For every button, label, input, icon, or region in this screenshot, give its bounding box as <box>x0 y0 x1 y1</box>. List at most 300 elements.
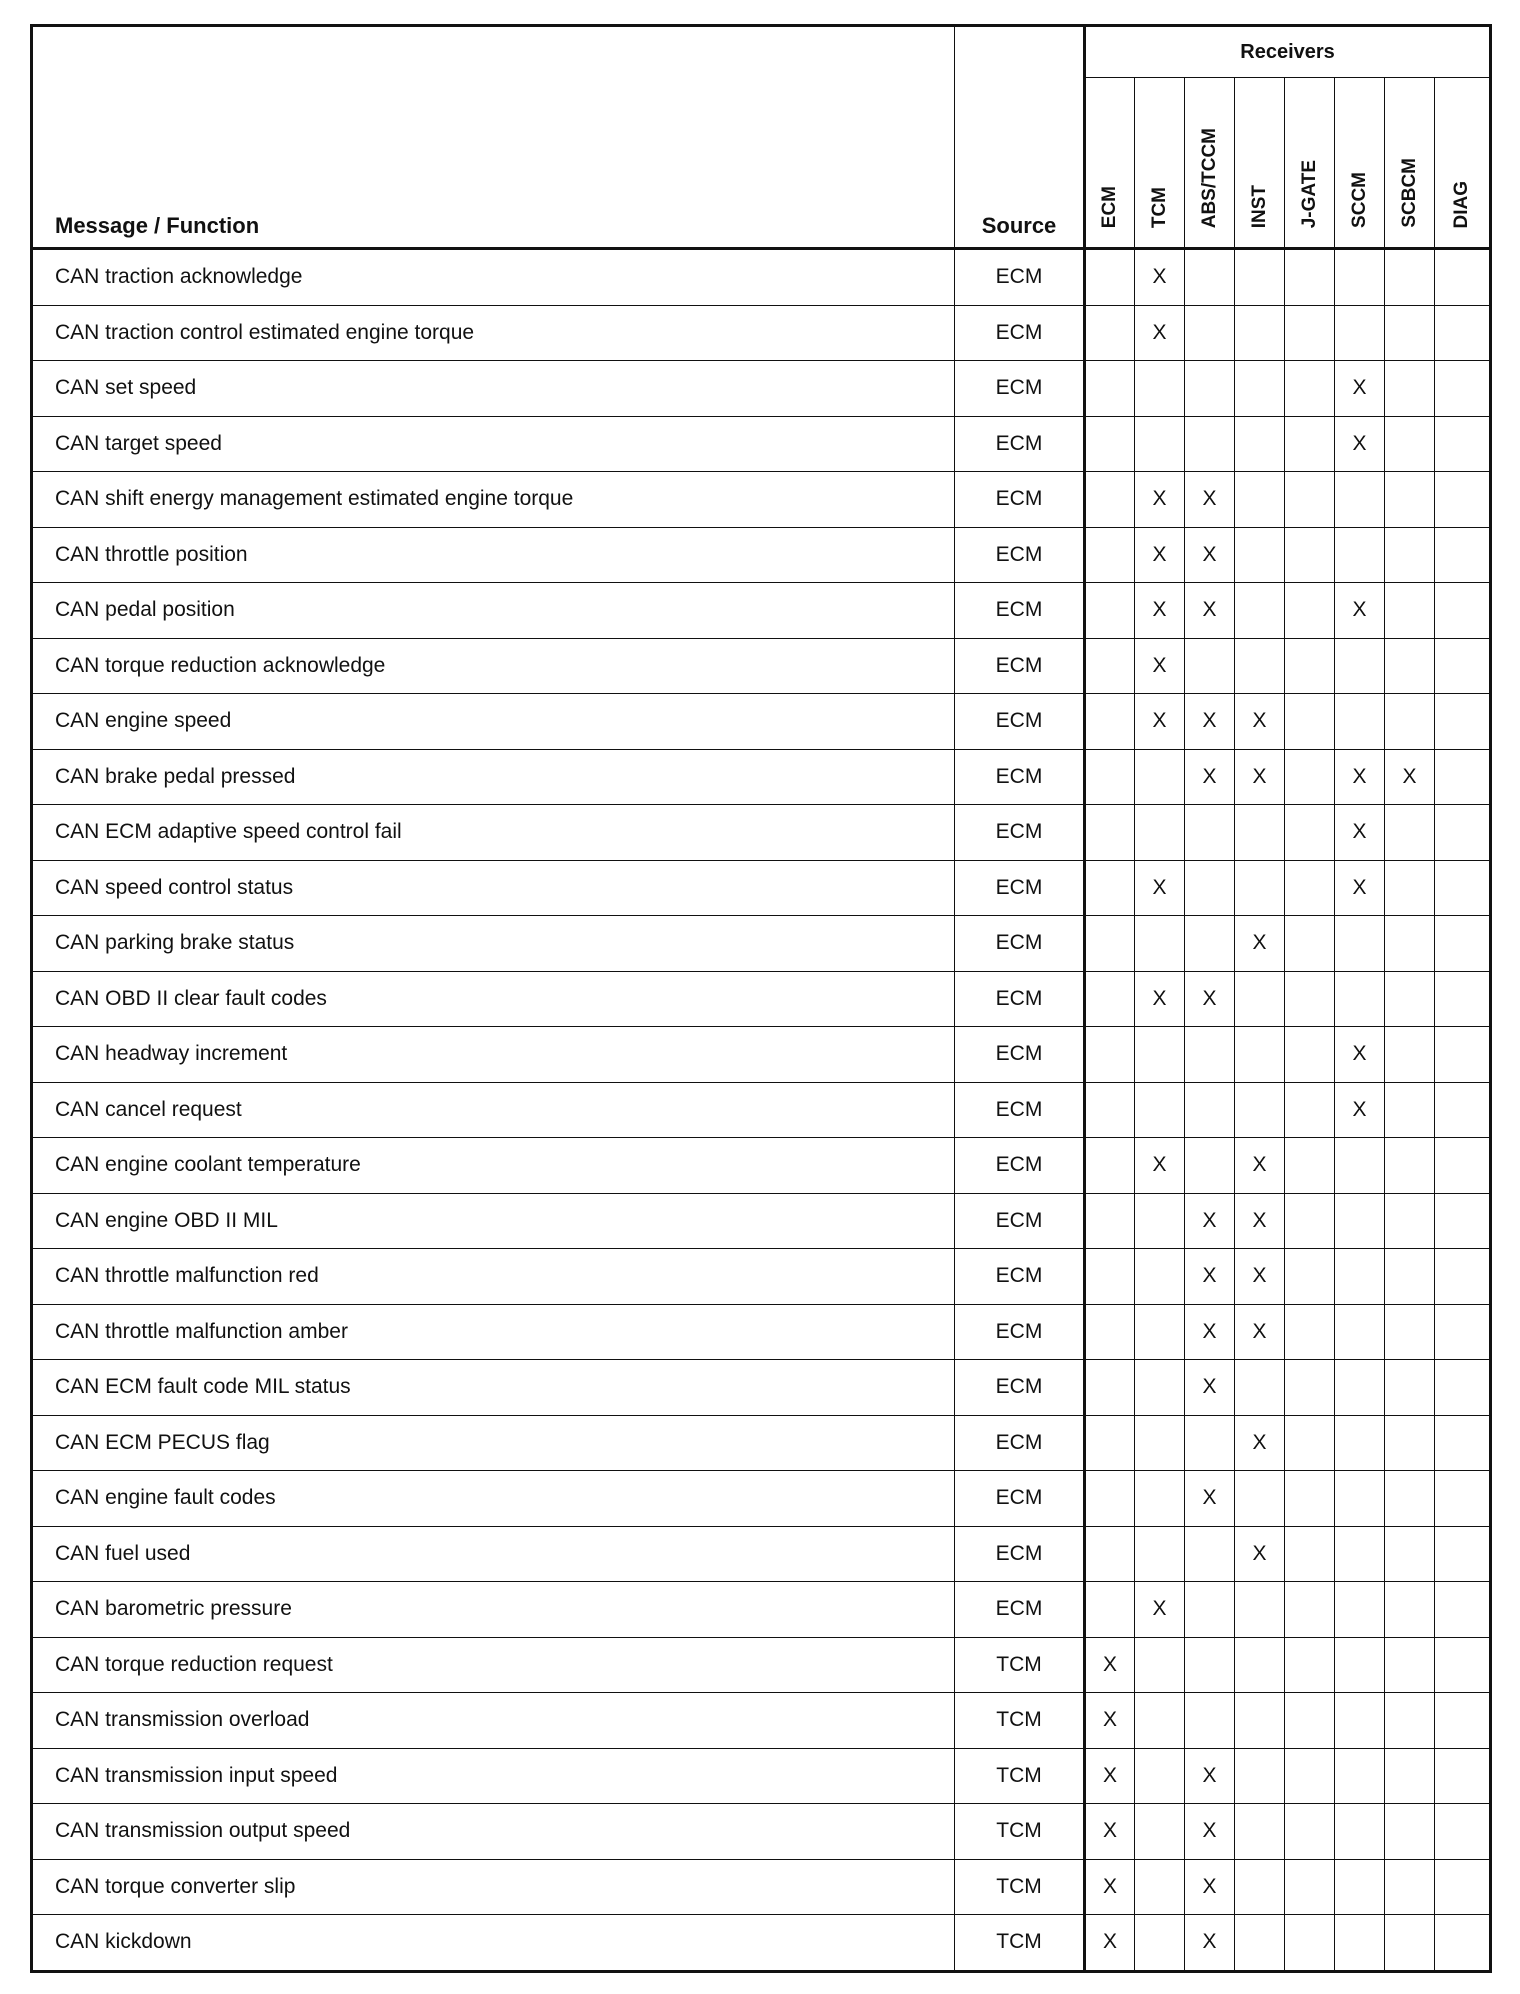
receiver-mark-cell <box>1385 1859 1435 1915</box>
receiver-mark-cell <box>1435 1082 1491 1138</box>
receiver-mark-cell: X <box>1135 249 1185 306</box>
receiver-mark-cell <box>1235 472 1285 528</box>
receiver-mark-cell <box>1135 1859 1185 1915</box>
message-cell: CAN pedal position <box>32 583 955 639</box>
message-cell: CAN transmission input speed <box>32 1748 955 1804</box>
message-cell: CAN ECM fault code MIL status <box>32 1360 955 1416</box>
receiver-mark-cell <box>1085 805 1135 861</box>
receiver-mark-cell <box>1385 249 1435 306</box>
table-row <box>32 1582 1491 1638</box>
source-cell: ECM <box>955 1526 1085 1582</box>
receiver-mark-cell <box>1435 527 1491 583</box>
receiver-mark-cell <box>1285 1582 1335 1638</box>
source-cell: TCM <box>955 1859 1085 1915</box>
receiver-mark-cell <box>1235 1637 1285 1693</box>
message-cell: CAN torque reduction acknowledge <box>32 638 955 694</box>
receiver-mark-cell <box>1235 860 1285 916</box>
receiver-mark-cell <box>1135 1471 1185 1527</box>
receiver-mark-cell: X <box>1185 1804 1235 1860</box>
receiver-mark-cell <box>1235 527 1285 583</box>
receiver-mark-cell: X <box>1135 971 1185 1027</box>
receiver-mark-cell <box>1285 1471 1335 1527</box>
receiver-mark-cell <box>1385 472 1435 528</box>
receiver-mark-cell <box>1135 1027 1185 1083</box>
receiver-mark-cell <box>1285 416 1335 472</box>
receiver-mark-cell <box>1285 638 1335 694</box>
receiver-mark-cell <box>1135 916 1185 972</box>
table-row <box>32 1249 1491 1305</box>
source-cell: ECM <box>955 1193 1085 1249</box>
receiver-mark-cell <box>1435 638 1491 694</box>
table-row <box>32 249 1491 306</box>
receiver-mark-cell <box>1135 749 1185 805</box>
receiver-mark-cell <box>1385 527 1435 583</box>
message-cell: CAN traction acknowledge <box>32 249 955 306</box>
receiver-mark-cell <box>1235 1915 1285 1972</box>
receiver-header-diag: DIAG <box>1435 78 1491 249</box>
message-cell: CAN torque converter slip <box>32 1859 955 1915</box>
receiver-mark-cell <box>1135 1526 1185 1582</box>
receiver-mark-cell: X <box>1135 694 1185 750</box>
receiver-mark-cell <box>1135 1193 1185 1249</box>
receiver-mark-cell <box>1185 1582 1235 1638</box>
source-cell: ECM <box>955 361 1085 417</box>
source-header: Source <box>955 26 1085 249</box>
receiver-mark-cell <box>1085 1082 1135 1138</box>
table-row <box>32 749 1491 805</box>
receiver-mark-cell <box>1285 527 1335 583</box>
receiver-mark-cell: X <box>1185 1748 1235 1804</box>
source-cell: TCM <box>955 1693 1085 1749</box>
receiver-mark-cell: X <box>1235 1193 1285 1249</box>
source-cell: ECM <box>955 305 1085 361</box>
table-row <box>32 694 1491 750</box>
receiver-mark-cell <box>1185 361 1235 417</box>
receiver-mark-cell <box>1335 527 1385 583</box>
receiver-mark-cell <box>1235 249 1285 306</box>
receiver-mark-cell <box>1085 249 1135 306</box>
receiver-header-inst: INST <box>1235 78 1285 249</box>
receiver-mark-cell <box>1385 1082 1435 1138</box>
receiver-mark-cell <box>1085 1471 1135 1527</box>
message-cell: CAN set speed <box>32 361 955 417</box>
table-row <box>32 1193 1491 1249</box>
receiver-mark-cell <box>1285 1304 1335 1360</box>
receiver-mark-cell <box>1335 1304 1385 1360</box>
receiver-mark-cell: X <box>1185 527 1235 583</box>
receiver-mark-cell <box>1385 1415 1435 1471</box>
table-row <box>32 416 1491 472</box>
receiver-mark-cell: X <box>1135 638 1185 694</box>
receiver-mark-cell <box>1385 1249 1435 1305</box>
receiver-mark-cell <box>1435 1471 1491 1527</box>
table-row <box>32 583 1491 639</box>
table-row <box>32 1138 1491 1194</box>
receiver-mark-cell <box>1085 1582 1135 1638</box>
receiver-mark-cell <box>1085 860 1135 916</box>
message-cell: CAN throttle position <box>32 527 955 583</box>
message-cell: CAN transmission output speed <box>32 1804 955 1860</box>
table-row <box>32 1804 1491 1860</box>
receiver-mark-cell: X <box>1135 305 1185 361</box>
receiver-mark-cell <box>1085 1360 1135 1416</box>
receiver-mark-cell: X <box>1185 694 1235 750</box>
source-cell: ECM <box>955 527 1085 583</box>
receiver-mark-cell: X <box>1335 749 1385 805</box>
receiver-mark-cell <box>1285 971 1335 1027</box>
receiver-mark-cell <box>1135 1637 1185 1693</box>
receiver-mark-cell <box>1185 1138 1235 1194</box>
receiver-header-sccm: SCCM <box>1335 78 1385 249</box>
receiver-mark-cell <box>1385 1693 1435 1749</box>
receiver-mark-cell <box>1235 583 1285 639</box>
receiver-mark-cell <box>1085 971 1135 1027</box>
source-cell: ECM <box>955 971 1085 1027</box>
receiver-mark-cell <box>1435 1304 1491 1360</box>
receiver-mark-cell <box>1385 1526 1435 1582</box>
receiver-mark-cell <box>1435 361 1491 417</box>
message-cell: CAN kickdown <box>32 1915 955 1972</box>
receiver-mark-cell <box>1185 249 1235 306</box>
receiver-mark-cell: X <box>1235 1138 1285 1194</box>
table-row <box>32 971 1491 1027</box>
receiver-mark-cell: X <box>1335 416 1385 472</box>
receiver-mark-cell <box>1435 749 1491 805</box>
receiver-mark-cell <box>1435 1582 1491 1638</box>
receiver-mark-cell <box>1235 1471 1285 1527</box>
receiver-mark-cell: X <box>1235 1415 1285 1471</box>
source-cell: ECM <box>955 1415 1085 1471</box>
message-cell: CAN ECM PECUS flag <box>32 1415 955 1471</box>
receiver-mark-cell <box>1285 583 1335 639</box>
receiver-mark-cell: X <box>1235 749 1285 805</box>
source-cell: ECM <box>955 749 1085 805</box>
receiver-mark-cell <box>1285 1193 1335 1249</box>
source-cell: ECM <box>955 1138 1085 1194</box>
receiver-mark-cell <box>1285 1027 1335 1083</box>
receiver-mark-cell: X <box>1335 1027 1385 1083</box>
receiver-mark-cell: X <box>1185 1249 1235 1305</box>
receiver-header-scbcm: SCBCM <box>1385 78 1435 249</box>
table-row <box>32 1526 1491 1582</box>
receiver-mark-cell <box>1185 1693 1235 1749</box>
receiver-mark-cell <box>1185 1082 1235 1138</box>
receiver-mark-cell <box>1435 305 1491 361</box>
receiver-mark-cell <box>1335 1360 1385 1416</box>
source-cell: ECM <box>955 583 1085 639</box>
receiver-mark-cell <box>1335 1415 1385 1471</box>
receiver-mark-cell <box>1335 638 1385 694</box>
receiver-mark-cell: X <box>1185 749 1235 805</box>
receiver-mark-cell <box>1385 1193 1435 1249</box>
receiver-mark-cell: X <box>1135 472 1185 528</box>
receiver-mark-cell <box>1085 638 1135 694</box>
receiver-mark-cell <box>1135 1082 1185 1138</box>
table-row <box>32 1915 1491 1972</box>
receiver-mark-cell <box>1335 971 1385 1027</box>
receiver-mark-cell <box>1435 805 1491 861</box>
receiver-mark-cell <box>1435 1748 1491 1804</box>
receiver-mark-cell: X <box>1335 860 1385 916</box>
receiver-mark-cell <box>1085 1249 1135 1305</box>
message-cell: CAN OBD II clear fault codes <box>32 971 955 1027</box>
receiver-mark-cell <box>1235 971 1285 1027</box>
table-row <box>32 305 1491 361</box>
receiver-mark-cell <box>1135 361 1185 417</box>
message-cell: CAN engine OBD II MIL <box>32 1193 955 1249</box>
receiver-mark-cell <box>1085 416 1135 472</box>
receiver-mark-cell: X <box>1185 1193 1235 1249</box>
receiver-mark-cell <box>1435 1693 1491 1749</box>
table-row <box>32 361 1491 417</box>
receiver-mark-cell <box>1385 916 1435 972</box>
receiver-mark-cell: X <box>1235 694 1285 750</box>
receiver-mark-cell <box>1285 472 1335 528</box>
receiver-mark-cell: X <box>1135 527 1185 583</box>
receiver-mark-cell: X <box>1135 1582 1185 1638</box>
receiver-mark-cell <box>1285 1082 1335 1138</box>
receiver-mark-cell <box>1385 1027 1435 1083</box>
receiver-mark-cell: X <box>1385 749 1435 805</box>
receiver-mark-cell <box>1385 694 1435 750</box>
receiver-mark-cell <box>1135 1249 1185 1305</box>
receiver-mark-cell <box>1085 305 1135 361</box>
receiver-mark-cell <box>1385 1471 1435 1527</box>
table-row <box>32 860 1491 916</box>
receiver-mark-cell <box>1235 1027 1285 1083</box>
receiver-mark-cell: X <box>1085 1915 1135 1972</box>
receiver-mark-cell <box>1385 583 1435 639</box>
receiver-mark-cell <box>1385 305 1435 361</box>
source-cell: ECM <box>955 472 1085 528</box>
receiver-mark-cell <box>1135 1804 1185 1860</box>
message-cell: CAN shift energy management estimated engine torque <box>32 472 955 528</box>
receiver-mark-cell <box>1285 1360 1335 1416</box>
receiver-mark-cell <box>1185 1526 1235 1582</box>
receiver-mark-cell <box>1085 472 1135 528</box>
source-cell: ECM <box>955 1360 1085 1416</box>
receiver-mark-cell <box>1335 916 1385 972</box>
receiver-mark-cell: X <box>1085 1637 1135 1693</box>
receiver-mark-cell <box>1385 805 1435 861</box>
message-cell: CAN barometric pressure <box>32 1582 955 1638</box>
receiver-mark-cell: X <box>1235 916 1285 972</box>
receiver-mark-cell <box>1335 1637 1385 1693</box>
source-cell: ECM <box>955 1582 1085 1638</box>
receiver-mark-cell <box>1185 1415 1235 1471</box>
receiver-mark-cell <box>1335 305 1385 361</box>
receiver-mark-cell <box>1285 249 1335 306</box>
receiver-mark-cell <box>1235 1082 1285 1138</box>
receiver-mark-cell <box>1385 1138 1435 1194</box>
table-row <box>32 1082 1491 1138</box>
receiver-mark-cell <box>1435 1027 1491 1083</box>
receiver-mark-cell: X <box>1135 1138 1185 1194</box>
receiver-mark-cell <box>1285 749 1335 805</box>
receiver-mark-cell <box>1235 1859 1285 1915</box>
table-row <box>32 638 1491 694</box>
receiver-mark-cell <box>1385 860 1435 916</box>
receiver-mark-cell <box>1135 1748 1185 1804</box>
message-cell: CAN engine coolant temperature <box>32 1138 955 1194</box>
receiver-mark-cell <box>1335 1249 1385 1305</box>
receiver-mark-cell <box>1235 1582 1285 1638</box>
receiver-mark-cell <box>1335 1582 1385 1638</box>
receiver-mark-cell <box>1335 1471 1385 1527</box>
receiver-mark-cell <box>1185 1027 1235 1083</box>
receiver-mark-cell <box>1285 305 1335 361</box>
receiver-mark-cell <box>1435 1138 1491 1194</box>
message-cell: CAN ECM adaptive speed control fail <box>32 805 955 861</box>
receiver-mark-cell <box>1135 416 1185 472</box>
receiver-mark-cell <box>1135 1693 1185 1749</box>
receiver-mark-cell <box>1385 1804 1435 1860</box>
receiver-mark-cell <box>1335 694 1385 750</box>
receiver-mark-cell <box>1235 305 1285 361</box>
receiver-mark-cell <box>1235 805 1285 861</box>
receiver-header-tcm: TCM <box>1135 78 1185 249</box>
receiver-mark-cell <box>1385 971 1435 1027</box>
table-row <box>32 805 1491 861</box>
receiver-mark-cell <box>1185 805 1235 861</box>
receiver-mark-cell <box>1335 1193 1385 1249</box>
receiver-header-j-gate: J-GATE <box>1285 78 1335 249</box>
message-cell: CAN parking brake status <box>32 916 955 972</box>
message-cell: CAN torque reduction request <box>32 1637 955 1693</box>
receiver-mark-cell <box>1335 1138 1385 1194</box>
receiver-mark-cell: X <box>1185 971 1235 1027</box>
receiver-mark-cell: X <box>1235 1249 1285 1305</box>
source-cell: ECM <box>955 1082 1085 1138</box>
receiver-mark-cell <box>1135 1304 1185 1360</box>
receiver-mark-cell <box>1385 1304 1435 1360</box>
receiver-mark-cell: X <box>1085 1804 1135 1860</box>
receiver-mark-cell <box>1285 1915 1335 1972</box>
receiver-mark-cell <box>1285 1748 1335 1804</box>
message-cell: CAN throttle malfunction red <box>32 1249 955 1305</box>
message-cell: CAN fuel used <box>32 1526 955 1582</box>
message-cell: CAN speed control status <box>32 860 955 916</box>
receiver-mark-cell <box>1335 1804 1385 1860</box>
receiver-mark-cell: X <box>1185 472 1235 528</box>
receiver-mark-cell <box>1085 1304 1135 1360</box>
table-row <box>32 1859 1491 1915</box>
receiver-mark-cell <box>1085 583 1135 639</box>
receiver-mark-cell <box>1435 860 1491 916</box>
receiver-mark-cell <box>1435 472 1491 528</box>
table-row <box>32 1471 1491 1527</box>
receiver-mark-cell: X <box>1135 860 1185 916</box>
receiver-mark-cell <box>1085 1027 1135 1083</box>
receiver-mark-cell <box>1335 1748 1385 1804</box>
source-cell: ECM <box>955 249 1085 306</box>
source-cell: ECM <box>955 416 1085 472</box>
receiver-mark-cell <box>1435 1637 1491 1693</box>
receiver-mark-cell <box>1435 1526 1491 1582</box>
source-cell: ECM <box>955 1471 1085 1527</box>
receiver-mark-cell <box>1385 416 1435 472</box>
receiver-mark-cell <box>1185 860 1235 916</box>
receiver-mark-cell <box>1285 1526 1335 1582</box>
receiver-mark-cell <box>1435 1915 1491 1972</box>
receiver-mark-cell: X <box>1335 1082 1385 1138</box>
receiver-mark-cell <box>1435 416 1491 472</box>
receiver-mark-cell <box>1085 1415 1135 1471</box>
receiver-mark-cell <box>1285 1249 1335 1305</box>
table-row <box>32 1304 1491 1360</box>
receiver-mark-cell <box>1285 1415 1335 1471</box>
receiver-mark-cell <box>1435 1859 1491 1915</box>
receiver-mark-cell: X <box>1085 1693 1135 1749</box>
receiver-mark-cell <box>1385 638 1435 694</box>
table-body <box>32 249 1491 1972</box>
receiver-mark-cell <box>1285 1637 1335 1693</box>
receiver-mark-cell <box>1335 1526 1385 1582</box>
receiver-mark-cell: X <box>1335 361 1385 417</box>
receiver-mark-cell <box>1185 638 1235 694</box>
receiver-mark-cell <box>1235 1804 1285 1860</box>
receiver-mark-cell <box>1435 971 1491 1027</box>
receiver-mark-cell <box>1285 805 1335 861</box>
receiver-mark-cell <box>1335 1915 1385 1972</box>
receiver-mark-cell <box>1385 361 1435 417</box>
receiver-mark-cell <box>1085 749 1135 805</box>
table-row <box>32 1637 1491 1693</box>
receiver-mark-cell <box>1085 1526 1135 1582</box>
receiver-mark-cell <box>1285 1693 1335 1749</box>
receiver-mark-cell: X <box>1235 1526 1285 1582</box>
message-cell: CAN traction control estimated engine torque <box>32 305 955 361</box>
message-function-header: Message / Function <box>32 26 955 249</box>
table-row <box>32 1693 1491 1749</box>
receiver-mark-cell: X <box>1185 1859 1235 1915</box>
receiver-mark-cell <box>1435 1249 1491 1305</box>
receiver-mark-cell <box>1185 1637 1235 1693</box>
receiver-mark-cell: X <box>1185 1471 1235 1527</box>
receiver-mark-cell <box>1235 416 1285 472</box>
receiver-mark-cell <box>1185 305 1235 361</box>
receiver-mark-cell <box>1235 638 1285 694</box>
message-cell: CAN target speed <box>32 416 955 472</box>
receiver-mark-cell <box>1435 694 1491 750</box>
receiver-mark-cell <box>1385 1360 1435 1416</box>
source-cell: TCM <box>955 1637 1085 1693</box>
receiver-mark-cell: X <box>1335 583 1385 639</box>
receiver-mark-cell <box>1285 1804 1335 1860</box>
source-cell: TCM <box>955 1748 1085 1804</box>
receiver-mark-cell <box>1085 361 1135 417</box>
receiver-mark-cell <box>1235 1693 1285 1749</box>
message-cell: CAN headway increment <box>32 1027 955 1083</box>
receiver-mark-cell <box>1285 1138 1335 1194</box>
receiver-mark-cell <box>1435 1360 1491 1416</box>
receiver-mark-cell <box>1435 1193 1491 1249</box>
table-row <box>32 527 1491 583</box>
receiver-mark-cell <box>1135 1360 1185 1416</box>
receiver-mark-cell <box>1135 805 1185 861</box>
message-cell: CAN throttle malfunction amber <box>32 1304 955 1360</box>
receiver-mark-cell <box>1385 1915 1435 1972</box>
receiver-mark-cell <box>1235 361 1285 417</box>
receiver-mark-cell <box>1335 1859 1385 1915</box>
receiver-mark-cell <box>1335 472 1385 528</box>
receiver-mark-cell <box>1085 1138 1135 1194</box>
message-cell: CAN cancel request <box>32 1082 955 1138</box>
receiver-mark-cell: X <box>1185 1360 1235 1416</box>
receiver-mark-cell <box>1435 1415 1491 1471</box>
table-row <box>32 1027 1491 1083</box>
receiver-mark-cell <box>1335 1693 1385 1749</box>
